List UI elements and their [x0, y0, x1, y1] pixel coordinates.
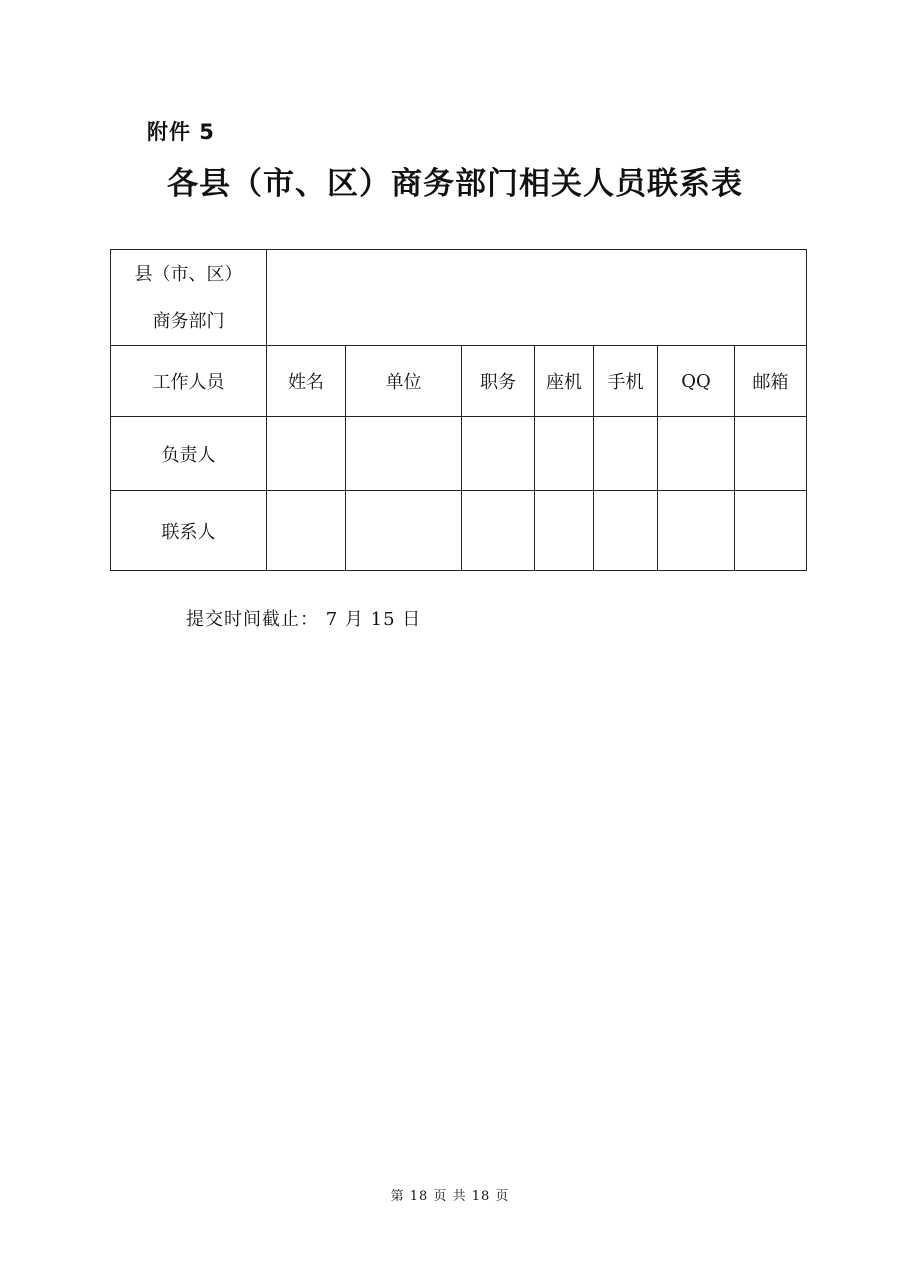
dept-value-cell[interactable] [267, 250, 807, 346]
table-row [111, 491, 807, 571]
table-row [111, 417, 807, 491]
dept-row [111, 250, 807, 346]
dept-label-line1: 县（市、区） [134, 263, 243, 285]
leader-mobile-cell[interactable] [594, 417, 658, 491]
contact-qq-cell[interactable] [658, 491, 735, 571]
leader-qq-cell[interactable] [658, 417, 735, 491]
header-row [111, 346, 807, 417]
header-position: 职务 [462, 346, 535, 417]
dept-label-line2: 商务部门 [152, 310, 225, 332]
leader-unit-cell[interactable] [346, 417, 462, 491]
leader-email-cell[interactable] [735, 417, 807, 491]
contact-position-cell[interactable] [462, 491, 535, 571]
page-title: 各县（市、区）商务部门相关人员联系表 [167, 166, 743, 202]
leader-name-cell[interactable] [267, 417, 346, 491]
header-staff: 工作人员 [111, 346, 267, 417]
header-mobile: 手机 [594, 346, 658, 417]
deadline-note: 提交时间截止： 7 月 15 日 [186, 609, 422, 630]
contact-email-cell[interactable] [735, 491, 807, 571]
contact-landline-cell[interactable] [535, 491, 594, 571]
dept-label-cell [111, 250, 267, 346]
header-unit: 单位 [346, 346, 462, 417]
leader-position-cell[interactable] [462, 417, 535, 491]
contact-mobile-cell[interactable] [594, 491, 658, 571]
header-name: 姓名 [267, 346, 346, 417]
contact-table [110, 249, 807, 571]
row-label-contact: 联系人 [111, 491, 267, 571]
contact-name-cell[interactable] [267, 491, 346, 571]
header-email: 邮箱 [735, 346, 807, 417]
page-footer: 第 18 页 共 18 页 [390, 1189, 510, 1204]
row-label-leader: 负责人 [111, 417, 267, 491]
attachment-label: 附件 5 [147, 120, 215, 144]
contact-unit-cell[interactable] [346, 491, 462, 571]
leader-landline-cell[interactable] [535, 417, 594, 491]
header-landline: 座机 [535, 346, 594, 417]
header-qq: QQ [658, 346, 735, 417]
